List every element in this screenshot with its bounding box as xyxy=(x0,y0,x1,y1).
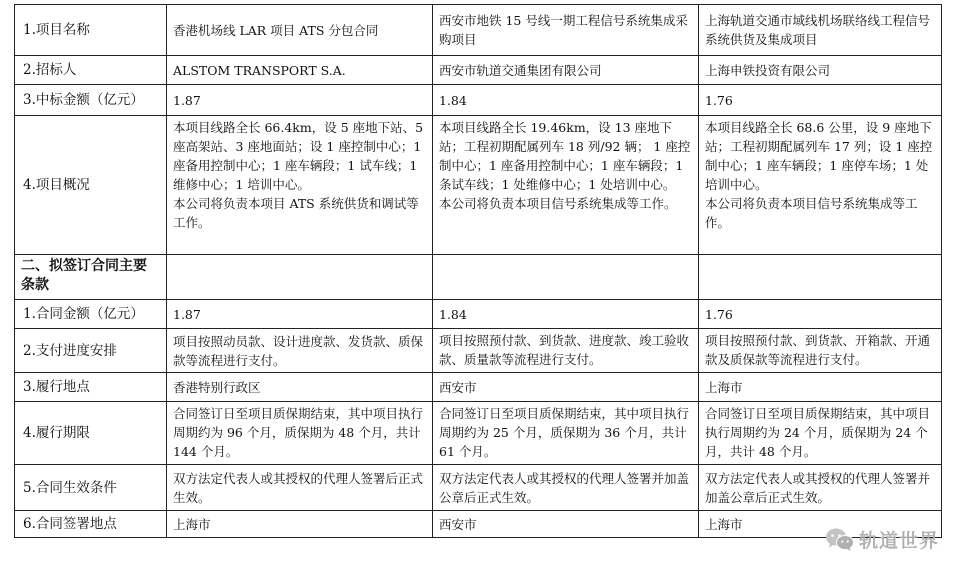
watermark xyxy=(825,526,939,553)
cell-text: 1.87 xyxy=(173,306,201,322)
cell-c2 xyxy=(433,402,699,465)
wechat-icon xyxy=(825,527,855,553)
row-label: 4.履行期限 xyxy=(15,402,167,465)
cell-text: 香港特别行政区 xyxy=(173,379,261,395)
cell-c1 xyxy=(167,300,433,329)
cell-c3 xyxy=(699,255,942,300)
cell-c2 xyxy=(433,5,699,56)
cell-text: 1.84 xyxy=(439,306,467,322)
cell-c2 xyxy=(433,465,699,511)
cell-c3 xyxy=(699,465,942,511)
cell-c1 xyxy=(167,255,433,300)
row-label: 3.履行地点 xyxy=(15,373,167,402)
cell-c2 xyxy=(433,255,699,300)
cell-text: 本项目线路全长 66.4km，设 5 座地下站、5 座高架站、3 座地面站；设 1 座控制中心；1 座备用控制中心；1 座车辆段；1 试车线；1 维修中心；1 培训中心。 xyxy=(173,120,424,192)
cell-text: 双方法定代表人或其授权的代理人签署并加盖公章后正式生效。 xyxy=(439,470,690,505)
cell-text: 上海轨道交通市域线机场联络线工程信号系统供货及集成项目 xyxy=(705,13,931,47)
contract-table xyxy=(14,4,942,538)
cell-c2 xyxy=(433,116,699,255)
row-effective-condition xyxy=(15,465,942,511)
cell-c3 xyxy=(699,329,942,373)
cell-c2 xyxy=(433,85,699,116)
row-label: 2.招标人 xyxy=(15,56,167,85)
row-payment-schedule xyxy=(15,329,942,373)
cell-c1 xyxy=(167,402,433,465)
cell-text: 1.76 xyxy=(705,306,733,322)
cell-text: 双方法定代表人或其授权的代理人签署并加盖公章后正式生效。 xyxy=(705,470,931,505)
cell-text: 本公司将负责本项目信号系统集成等工作。 xyxy=(705,196,918,230)
cell-text: 上海市 xyxy=(173,516,211,532)
cell-text: 合同签订日至项目质保期结束，其中项目执行周期约为 25 个月，质保期为 36 个月，共计 61 个月。 xyxy=(439,406,690,459)
row-label: 1.项目名称 xyxy=(15,5,167,56)
cell-c1 xyxy=(167,465,433,511)
cell-c1 xyxy=(167,511,433,538)
row-contract-amount xyxy=(15,300,942,329)
cell-c1 xyxy=(167,329,433,373)
cell-c2 xyxy=(433,511,699,538)
cell-c1 xyxy=(167,373,433,402)
cell-c2 xyxy=(433,373,699,402)
cell-text: 项目按照预付款、到货款、开箱款、开通款及质保款等流程进行支付。 xyxy=(705,333,931,367)
row-label: 4.项目概况 xyxy=(15,116,167,255)
cell-text: 西安市 xyxy=(439,379,477,395)
row-signing-location xyxy=(15,511,942,538)
cell-c3 xyxy=(699,300,942,329)
cell-c3 xyxy=(699,116,942,255)
cell-c2 xyxy=(433,300,699,329)
cell-text: 上海市 xyxy=(705,516,743,532)
cell-text: 上海市 xyxy=(705,379,743,395)
cell-c3 xyxy=(699,373,942,402)
row-project-name xyxy=(15,5,942,56)
cell-c3 xyxy=(699,5,942,56)
cell-text: 项目按照预付款、到货款、进度款、竣工验收款、质量款等流程进行支付。 xyxy=(439,333,690,367)
cell-text: 本项目线路全长 68.6 公里，设 9 座地下站；工程初期配属列车 17 列；设 1 座控制中心；1 座车辆段；1 座停车场；1 处培训中心。 xyxy=(705,120,933,192)
row-label: 1.合同金额（亿元） xyxy=(15,300,167,329)
row-label: 6.合同签署地点 xyxy=(15,511,167,538)
cell-text: 合同签订日至项目质保期结束，其中项目执行周期约为 24 个月，质保期为 24 个月，共计 48 个月。 xyxy=(705,406,931,459)
cell-c1 xyxy=(167,5,433,56)
row-project-overview xyxy=(15,116,942,255)
cell-c2 xyxy=(433,56,699,85)
row-performance-location xyxy=(15,373,942,402)
watermark-text: 轨道世界 xyxy=(858,530,939,552)
cell-c3 xyxy=(699,402,942,465)
cell-c1 xyxy=(167,116,433,255)
cell-text: 1.84 xyxy=(439,92,467,108)
cell-text: 香港机场线 LAR 项目 ATS 分包合同 xyxy=(173,22,379,38)
row-label: 二、拟签订合同主要条款 xyxy=(15,255,167,300)
cell-c3 xyxy=(699,85,942,116)
cell-c3 xyxy=(699,56,942,85)
row-performance-period xyxy=(15,402,942,465)
cell-text: 西安市轨道交通集团有限公司 xyxy=(439,62,602,78)
cell-c1 xyxy=(167,56,433,85)
cell-text: 西安市地铁 15 号线一期工程信号系统集成采购项目 xyxy=(439,13,688,47)
cell-c1 xyxy=(167,85,433,116)
cell-text: 上海申铁投资有限公司 xyxy=(705,62,831,78)
row-label: 3.中标金额（亿元） xyxy=(15,85,167,116)
cell-text: ALSTOM TRANSPORT S.A. xyxy=(173,62,346,78)
cell-text: 本公司将负责本项目 ATS 系统供货和调试等工作。 xyxy=(173,196,419,230)
cell-text: 本项目线路全长 19.46km，设 13 座地下站；工程初期配属列车 18 列/92 辆； 1 座控制中心；1 座备用控制中心；1 座车辆段；1 条试车线；1 处维修中心；1 处培训中心。 xyxy=(439,120,691,192)
cell-text: 双方法定代表人或其授权的代理人签署后正式生效。 xyxy=(173,470,424,505)
cell-c2 xyxy=(433,329,699,373)
row-label: 2.支付进度安排 xyxy=(15,329,167,373)
cell-text: 1.76 xyxy=(705,92,733,108)
cell-text: 合同签订日至项目质保期结束，其中项目执行周期约为 96 个月，质保期为 48 个月，共计 144 个月。 xyxy=(173,406,424,459)
row-bid-amount xyxy=(15,85,942,116)
cell-text: 西安市 xyxy=(439,516,477,532)
cell-text: 1.87 xyxy=(173,92,201,108)
row-tenderer xyxy=(15,56,942,85)
row-label: 5.合同生效条件 xyxy=(15,465,167,511)
row-section-header xyxy=(15,255,942,300)
cell-text: 本公司将负责本项目信号系统集成等工作。 xyxy=(439,196,677,211)
cell-text: 项目按照动员款、设计进度款、发货款、质保款等流程进行支付。 xyxy=(173,333,424,368)
